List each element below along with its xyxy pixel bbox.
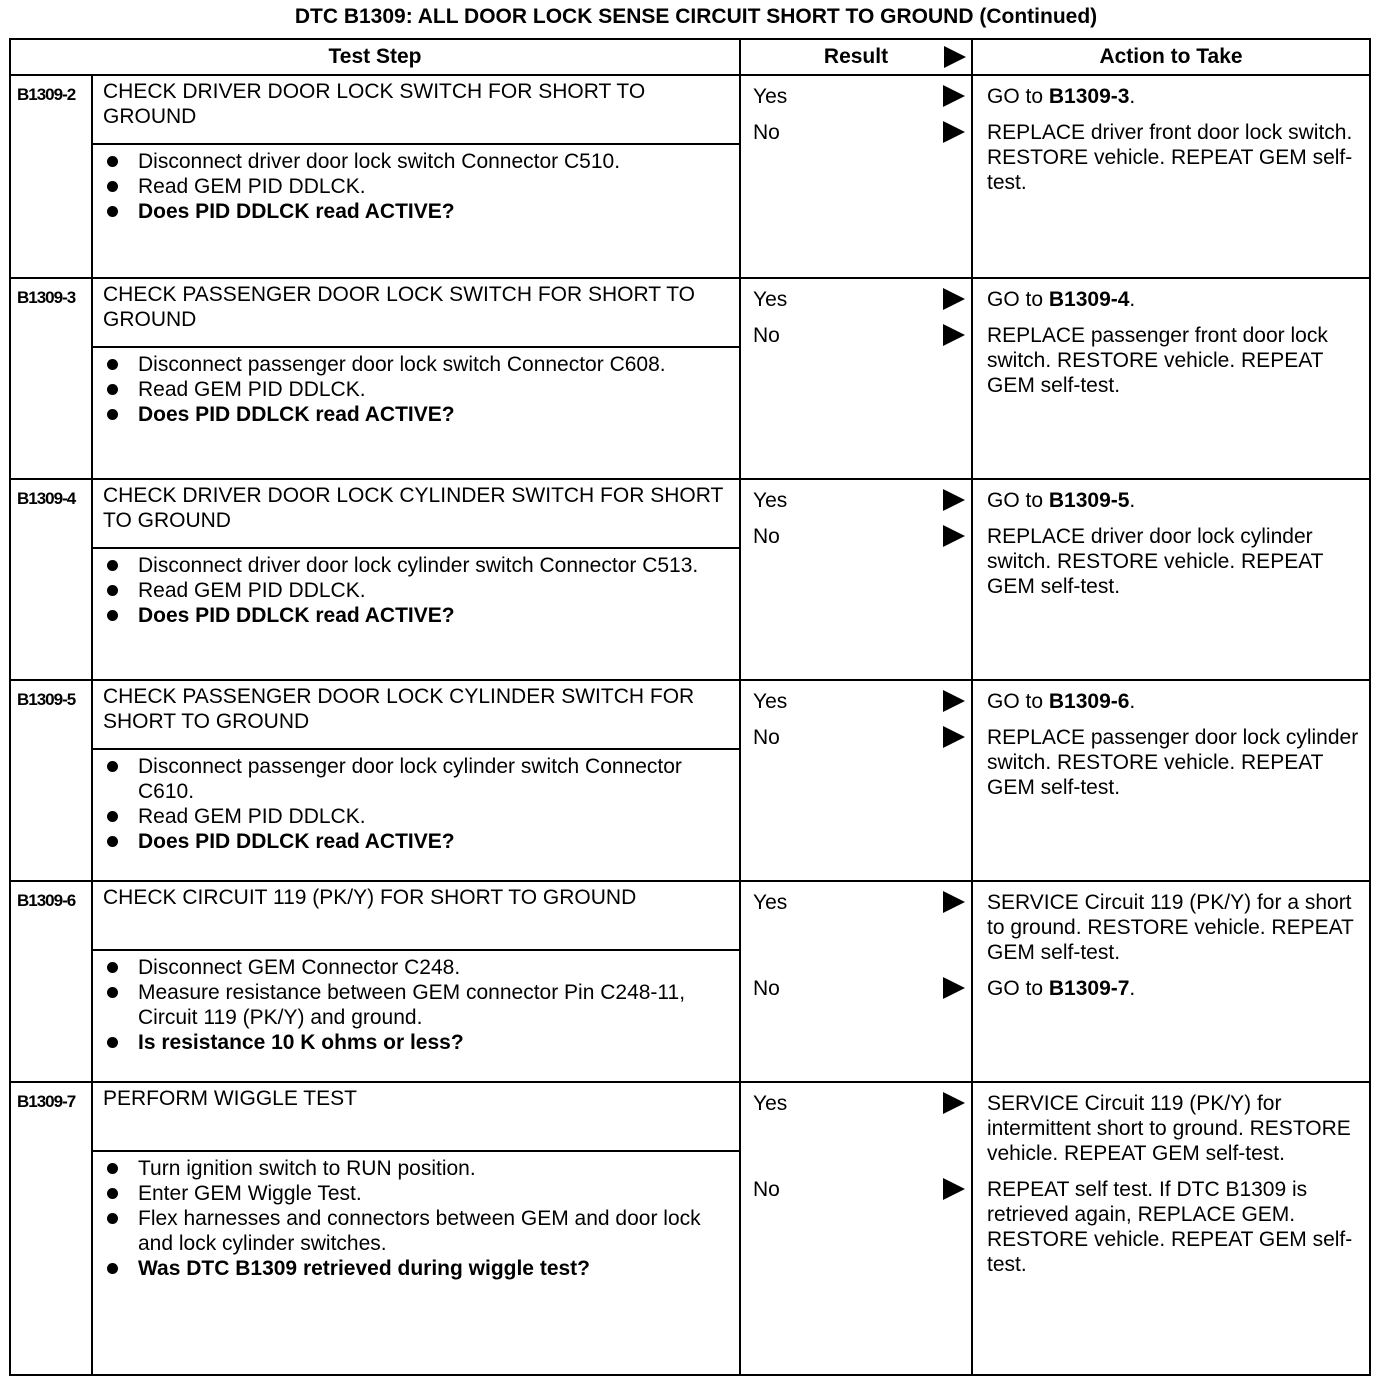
step-results [740, 479, 972, 680]
action-suffix: . [1129, 288, 1136, 311]
step-instructions [92, 144, 740, 278]
bullet-icon [101, 829, 138, 847]
step-title: CHECK DRIVER DOOR LOCK SWITCH FOR SHORT TO GROUND [92, 75, 740, 144]
instruction-item [101, 1181, 731, 1206]
instruction-text: Disconnect driver door lock switch Connector C510. [138, 150, 621, 173]
instruction-text: Disconnect passenger door lock switch Connector C608. [138, 353, 666, 376]
action-prefix: GO to [987, 85, 1049, 108]
step-title: CHECK CIRCUIT 119 (PK/Y) FOR SHORT TO GROUND [92, 881, 740, 950]
bullet-icon [101, 754, 138, 772]
result-label: Yes [753, 288, 788, 311]
instruction-item [101, 980, 731, 1030]
step-results [740, 1082, 972, 1375]
step-header-row [10, 479, 1370, 548]
step-results [740, 278, 972, 479]
result-yes [753, 890, 965, 915]
bullet-icon [101, 603, 138, 621]
arrow-right-icon [944, 46, 966, 68]
instruction-text: Disconnect driver door lock cylinder switch Connector C513. [138, 554, 699, 577]
action-prefix: REPLACE driver door lock cylinder switch. RESTORE vehicle. REPEAT GEM self-test. [987, 525, 1324, 598]
diagnostic-table [9, 38, 1371, 1376]
result-no [753, 725, 965, 750]
instruction-item [101, 1206, 731, 1256]
step-title: CHECK PASSENGER DOOR LOCK CYLINDER SWITCH FOR SHORT TO GROUND [92, 680, 740, 749]
bullet-icon [101, 955, 138, 973]
action-prefix: REPLACE passenger door lock cylinder switch. RESTORE vehicle. REPEAT GEM self-test. [987, 726, 1359, 799]
bullet-icon [101, 553, 138, 571]
result-no [753, 323, 965, 348]
step-title: PERFORM WIGGLE TEST [92, 1082, 740, 1151]
action-suffix: . [1129, 977, 1136, 1000]
bullet-icon [101, 377, 138, 395]
arrow-right-icon [943, 121, 965, 143]
result-label: No [753, 1178, 780, 1201]
action-step-ref: B1309-5 [1048, 489, 1130, 512]
step-id [10, 1082, 92, 1375]
action-prefix: REPLACE driver front door lock switch. RESTORE vehicle. REPEAT GEM self-test. [987, 121, 1353, 194]
instruction-item [101, 149, 731, 174]
arrow-right-icon [943, 977, 965, 999]
instruction-text: Read GEM PID DDLCK. [138, 175, 366, 198]
instruction-text: Flex harnesses and connectors between GEM and door lock and lock cylinder switches. [138, 1207, 701, 1255]
steps-body [10, 75, 1370, 1375]
bullet-icon [101, 980, 138, 998]
action-step-ref: B1309-7 [1048, 977, 1130, 1000]
step-id-label: B1309-3 [17, 288, 76, 307]
action-text [987, 1177, 1363, 1277]
arrow-right-icon [943, 1092, 965, 1114]
result-label: No [753, 324, 780, 347]
result-no [753, 120, 965, 145]
question-text: Was DTC B1309 retrieved during wiggle test? [138, 1257, 590, 1280]
bullet-icon [101, 174, 138, 192]
arrow-right-icon [943, 324, 965, 346]
arrow-right-icon [943, 1178, 965, 1200]
action-suffix: . [1129, 85, 1136, 108]
question-text: Does PID DDLCK read ACTIVE? [138, 200, 455, 223]
step-id-label: B1309-5 [17, 690, 76, 709]
result-label: No [753, 525, 780, 548]
bullet-icon [101, 402, 138, 420]
result-yes [753, 689, 965, 714]
question-text: Is resistance 10 K ohms or less? [138, 1031, 464, 1054]
result-yes [753, 488, 965, 513]
header-action: Action to Take [972, 39, 1370, 75]
action-prefix: SERVICE Circuit 119 (PK/Y) for a short to ground. RESTORE vehicle. REPEAT GEM self-test. [987, 891, 1354, 964]
step-results [740, 881, 972, 1082]
action-suffix: . [1129, 489, 1136, 512]
instruction-text: Read GEM PID DDLCK. [138, 805, 366, 828]
arrow-right-icon [943, 489, 965, 511]
step-header-row [10, 75, 1370, 144]
instruction-item [101, 1156, 731, 1181]
bullet-icon [101, 1206, 138, 1224]
step-header-row [10, 278, 1370, 347]
result-no [753, 976, 965, 1001]
action-text [987, 976, 1363, 1001]
bullet-icon [101, 804, 138, 822]
action-prefix: REPEAT self test. If DTC B1309 is retrieved again, REPLACE GEM. RESTORE vehicle. REPEAT GEM self-test. [987, 1178, 1353, 1276]
instruction-question [101, 1030, 731, 1055]
step-results [740, 75, 972, 278]
result-yes [753, 1091, 965, 1116]
action-prefix: REPLACE passenger front door lock switch. RESTORE vehicle. REPEAT GEM self-test. [987, 324, 1328, 397]
step-results [740, 680, 972, 881]
bullet-icon [101, 352, 138, 370]
instruction-question [101, 402, 731, 427]
header-test-step: Test Step [10, 39, 740, 75]
step-id-label: B1309-2 [17, 85, 76, 104]
action-step-ref: B1309-3 [1048, 85, 1130, 108]
step-actions [972, 479, 1370, 680]
result-label: Yes [753, 690, 788, 713]
result-yes [753, 287, 965, 312]
action-text [987, 725, 1363, 800]
result-no [753, 1177, 965, 1202]
instruction-item [101, 377, 731, 402]
bullet-icon [101, 1030, 138, 1048]
bullet-icon [101, 1156, 138, 1174]
step-instructions [92, 749, 740, 881]
action-text [987, 890, 1363, 965]
step-actions [972, 680, 1370, 881]
result-label: Yes [753, 1092, 788, 1115]
step-id [10, 881, 92, 1082]
step-id-label: B1309-4 [17, 489, 76, 508]
action-text [987, 1091, 1363, 1166]
instruction-item [101, 754, 731, 804]
action-suffix: . [1129, 690, 1136, 713]
step-actions [972, 1082, 1370, 1375]
bullet-icon [101, 149, 138, 167]
result-yes [753, 84, 965, 109]
action-text [987, 287, 1363, 312]
action-step-ref: B1309-4 [1048, 288, 1130, 311]
step-title: CHECK DRIVER DOOR LOCK CYLINDER SWITCH FOR SHORT TO GROUND [92, 479, 740, 548]
result-label: Yes [753, 85, 788, 108]
arrow-right-icon [943, 726, 965, 748]
action-prefix: GO to [987, 690, 1049, 713]
question-text: Does PID DDLCK read ACTIVE? [138, 403, 455, 426]
bullet-icon [101, 199, 138, 217]
instruction-text: Read GEM PID DDLCK. [138, 579, 366, 602]
bullet-icon [101, 1181, 138, 1199]
instruction-item [101, 578, 731, 603]
result-label: Yes [753, 891, 788, 914]
action-text [987, 120, 1363, 195]
result-label: No [753, 121, 780, 144]
arrow-right-icon [943, 690, 965, 712]
action-prefix: GO to [987, 977, 1049, 1000]
step-actions [972, 881, 1370, 1082]
step-id-label: B1309-6 [17, 891, 76, 910]
action-prefix: GO to [987, 288, 1049, 311]
question-text: Does PID DDLCK read ACTIVE? [138, 604, 455, 627]
step-id [10, 479, 92, 680]
instruction-text: Disconnect GEM Connector C248. [138, 956, 461, 979]
step-header-row [10, 881, 1370, 950]
page-title: DTC B1309: ALL DOOR LOCK SENSE CIRCUIT SHORT TO GROUND (Continued) [294, 5, 1098, 28]
step-title: CHECK PASSENGER DOOR LOCK SWITCH FOR SHORT TO GROUND [92, 278, 740, 347]
action-prefix: GO to [987, 489, 1049, 512]
question-text: Does PID DDLCK read ACTIVE? [138, 830, 455, 853]
action-text [987, 84, 1363, 109]
action-step-ref: B1309-6 [1048, 690, 1130, 713]
step-header-row [10, 680, 1370, 749]
step-actions [972, 278, 1370, 479]
step-instructions [92, 548, 740, 680]
arrow-right-icon [943, 891, 965, 913]
instruction-text: Enter GEM Wiggle Test. [138, 1182, 362, 1205]
step-id [10, 680, 92, 881]
instruction-question [101, 1256, 731, 1281]
instruction-text: Read GEM PID DDLCK. [138, 378, 366, 401]
table-header-row [10, 39, 1370, 75]
action-text [987, 488, 1363, 513]
step-instructions [92, 950, 740, 1082]
step-id [10, 278, 92, 479]
action-text [987, 323, 1363, 398]
action-prefix: SERVICE Circuit 119 (PK/Y) for intermittent short to ground. RESTORE vehicle. REPEAT GEM self-test. [987, 1092, 1351, 1165]
instruction-item [101, 553, 731, 578]
instruction-item [101, 352, 731, 377]
arrow-right-icon [943, 525, 965, 547]
result-no [753, 524, 965, 549]
instruction-question [101, 829, 731, 854]
step-actions [972, 75, 1370, 278]
bullet-icon [101, 578, 138, 596]
arrow-right-icon [943, 85, 965, 107]
action-text [987, 524, 1363, 599]
instruction-question [101, 199, 731, 224]
instruction-item [101, 804, 731, 829]
instruction-text: Disconnect passenger door lock cylinder switch Connector C610. [138, 755, 682, 803]
bullet-icon [101, 1256, 138, 1274]
header-result [740, 39, 972, 75]
step-instructions [92, 347, 740, 479]
instruction-item [101, 174, 731, 199]
step-id [10, 75, 92, 278]
header-result-label: Result [823, 45, 889, 68]
instruction-item [101, 955, 731, 980]
result-label: No [753, 977, 780, 1000]
result-label: Yes [753, 489, 788, 512]
action-text [987, 689, 1363, 714]
instruction-text: Turn ignition switch to RUN position. [138, 1157, 476, 1180]
step-header-row [10, 1082, 1370, 1151]
arrow-right-icon [943, 288, 965, 310]
instruction-question [101, 603, 731, 628]
instruction-text: Measure resistance between GEM connector Pin C248-11, Circuit 119 (PK/Y) and ground. [138, 981, 686, 1029]
result-label: No [753, 726, 780, 749]
step-instructions [92, 1151, 740, 1375]
step-id-label: B1309-7 [17, 1092, 76, 1111]
